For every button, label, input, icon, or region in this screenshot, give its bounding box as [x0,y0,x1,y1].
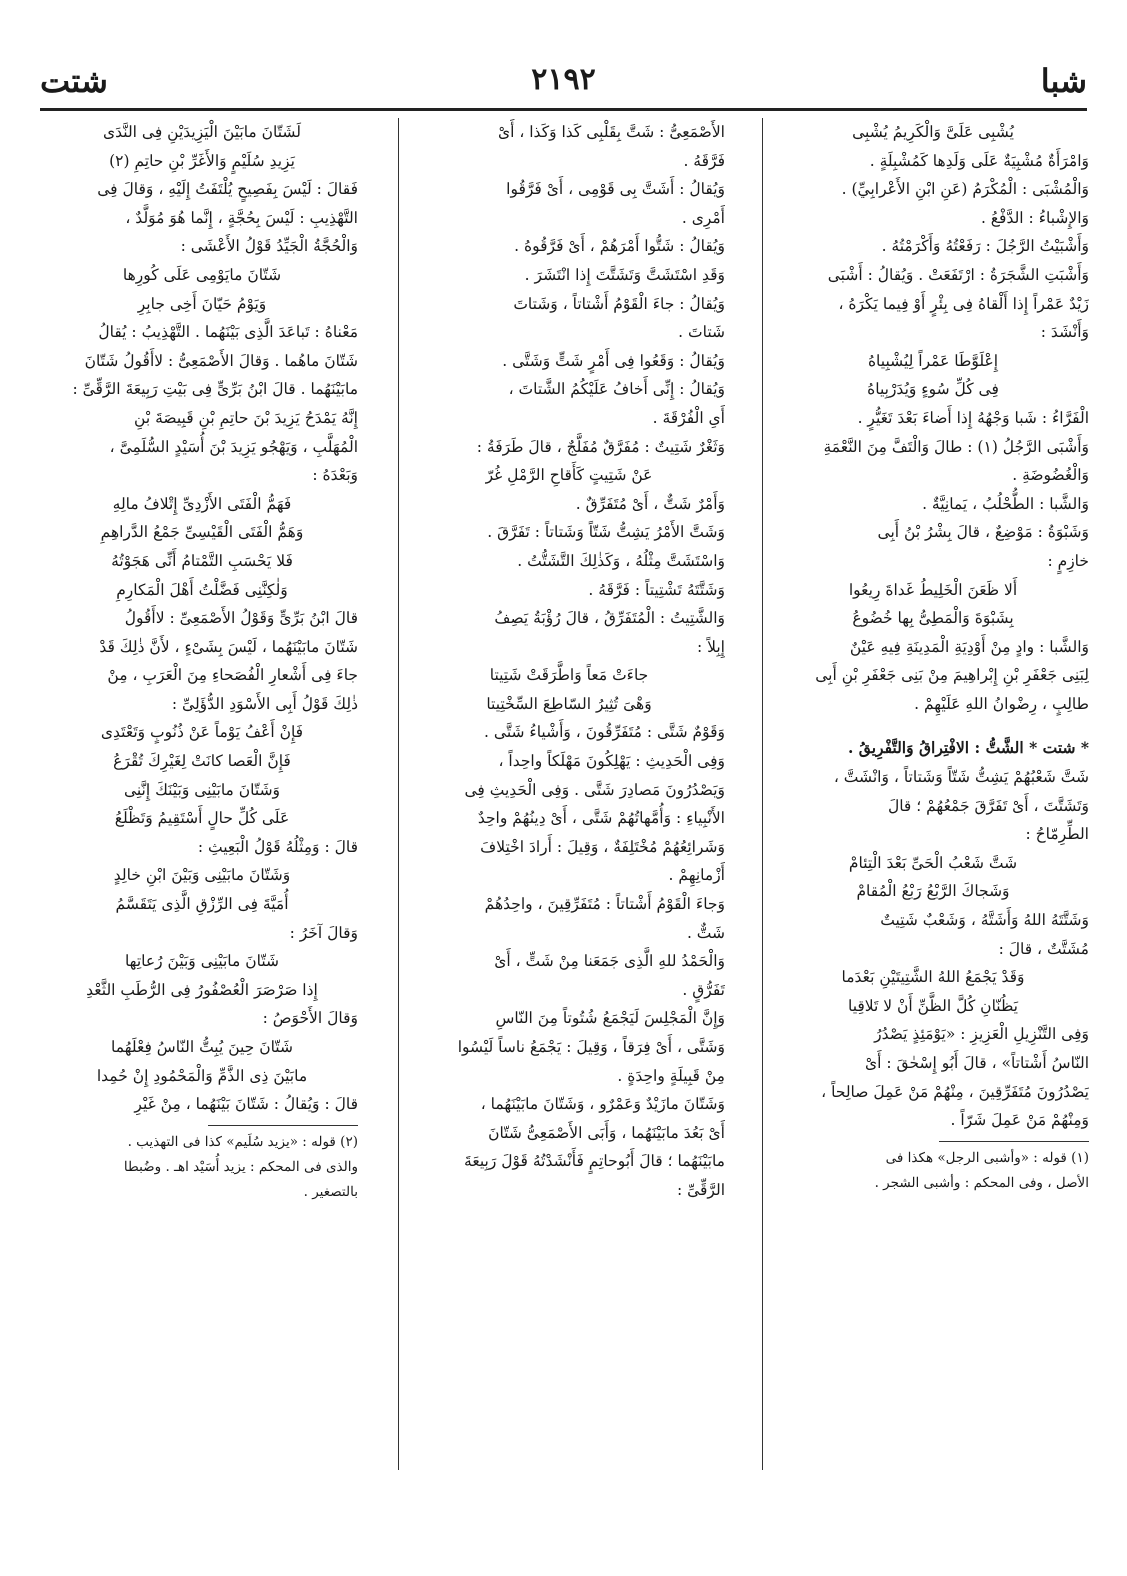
footnote-line: بالتصغير . [303,1183,358,1200]
text-line: إِنَّهُ يَمْدَحُ يَزِيدَ بْنَ حاتِمِ بْنِ قَبِيصَةَ بْنِ [134,408,358,427]
column-left [46,118,358,1205]
column-right [777,118,1089,1196]
text-line: أَزْمانِهِمْ . [668,866,725,885]
verse-line: شَتّانَ مابَيْنِى وَبَيْنَ رُعاتِها [124,952,280,971]
verse-line: فِى كُلِّ سُوءٍ وَيُدَرْبِياهُ [867,380,999,399]
text-line: زَيْدٌ عَمْراً إِذا أَلْقاهُ فِى بِئْرٍ أَوْ فِيما يَكْرَهُ ، [838,294,1089,313]
text-line: وَقَدِ اسْتَشَتَّ وَتَشَتَّتَ إِذا انْتَشَرَ . [524,265,725,284]
text-line: وَشَتّانَ مازَيْدٌ وَعَمْرٌو ، وَشَتّانَ مابَيْنَهُما ، [480,1095,725,1114]
text-line: قالَ : وَمِثْلُهُ قَوْلُ الْبَعِيثِ : [197,837,358,856]
text-line: طالِبٍ ، رِضْوانُ اللهِ عَلَيْهِمْ . [914,694,1089,713]
verse-line: إِعْلَوَّطَا عَمْراً لِيُشْبِياهُ [867,351,999,370]
text-line: أَىِ الْفُرْقَةَ . [652,408,725,427]
text-line: وَأَشْبَتِ الشَّجَرَةُ : ارْتَفَعَتْ . وَيُقالُ : أَشْبَى [827,265,1089,284]
header-root-right: شبا [1040,62,1087,100]
text-line: شَتٌّ . [686,923,725,942]
text-line: وَيُقالُ : إِنِّى أَخافُ عَلَيْكُمُ الشَّتاتَ ، [508,380,725,399]
text-line: وَأَنْشَدَ : [1040,323,1089,342]
verse-line: يَظُنّانِ كُلَّ الظَّنِّ أَنْ لا تَلاقِيا [847,996,1018,1015]
verse-line: وَلٰكِنَّنِى فَضَّلْتُ أَهْلَ الْمَكارِمِ [116,580,288,599]
text-line: وَشَتَّى ، أَىْ فِرَقاً ، وَقِيلَ : يَجْمَعُ ناساً لَيْسُوا [457,1038,725,1056]
text-line: فَقالَ : لَيْسَ بِفَصِيحٍ يُلْتَفَتُ إِلَيْهِ ، وَقالَ فِى [97,180,358,199]
text-line: وَإِنَّ الْمَجْلِسَ لَيَجْمَعُ شُتُوتاً مِنَ النّاسِ [495,1009,725,1028]
footnote-line: الأصل ، وفى المحكم : وأشبى الشجر . [874,1174,1089,1191]
text-line: وَبَعْدَهُ : [312,466,358,485]
verse-line: أُمَيَّةَ فِى الرِّزْقِ الَّذِى يَتَقَسَّمُ [115,895,289,914]
text-line: وَأَشْبَى الرَّجُلُ (١) : طالَ وَالْتَفَّ مِنَ النَّعْمَةِ [823,437,1089,456]
text-line: وَالشَّبا : الطُّحْلُبُ ، يَمانِيَّةٌ . [922,494,1089,513]
text-line: وَفِى التَّنْزِيلِ الْعَزِيزِ : «يَوْمَئِذٍ يَصْدُرُ [874,1025,1089,1044]
verse-line: أَلا ظَعَنَ الْخَلِيطُ غَداةَ رِيعُوا [848,580,1018,599]
verse-line: مابَيْنَ ذِى الذَّمِّ وَالْمَحْمُودِ إِنْ حُمِدا [96,1066,308,1085]
text-line: لِبَنِى جَعْفَرِ بْنِ إِبْراهِيمَ مِنْ بَنِى جَعْفَرِ بْنِ أَبِى [815,666,1089,685]
text-line: وَقالَ الأَحْوَصُ : [262,1009,358,1028]
text-line: يَصْدُرُونَ مُتَفَرِّقِينَ ، مِنْهُمْ مَنْ عَمِلَ صالِحاً ، [821,1082,1089,1101]
verse-line: وَهَمُّ الْفَتَى الْقَيْسِىِّ جَمْعُ الدَّراهِمِ [100,523,304,542]
text-line: قالَ : وَيُقالُ : شَتّانَ بَيْنَهُما ، مِنْ غَيْرِ [134,1095,358,1114]
text-line: مابَيْنَهُما . قالَ ابْنُ بَرِّىٍّ فِى بَيْتِ رَبِيعَةَ الرَّقِّىِّ : [72,380,358,399]
text-line: مَعْناهُ : تَباعَدَ الَّذِى بَيْنَهُما . التَّهْذِيبُ : يُقالُ [98,323,358,342]
text-line: وَمِنْهُمْ مَنْ عَمِلَ شَرّاً . [950,1111,1089,1130]
text-line: شَتاتَ . [678,323,725,342]
verse-line: وَشَتّانَ مابَيْنِى وَبَيْنَ ابْنِ خالِدٍ [113,866,291,885]
text-line: شَتّانَ ماهُما . وَقالَ الأَصْمَعِىُّ : لاأَقُولُ شَتّانَ [84,351,358,370]
text-line: وَالشَّبا : وادٍ مِنْ أَوْدِيَةِ الْمَدِينَةِ فِيهِ عَيْنٌ [849,637,1089,656]
footnote-line: (٢) قوله : «يزيد سُلَيم» كذا فى التهذيب . [127,1133,358,1150]
text-line: وَشَبْوَةُ : مَوْضِعٌ ، قالَ بِشْرُ بْنُ أَبِى [877,523,1089,542]
footnote-line: (١) قوله : «وأشبى الرجل» هكذا فى [885,1149,1089,1166]
text-line: جاءَ فِى أَشْعارِ الْفُصَحاءِ مِنَ الْعَرَبِ ، مِنْ [107,666,358,685]
verse-line: يَزِيدِ سُلَيْمٍ وَالأَغَرِّ بْنِ حاتِمِ (٢) [109,151,295,170]
text-line: إِبِلاً : [696,637,725,656]
column-middle [413,118,725,1205]
verse-line: جاءَتْ مَعاً وَاطَّرَقَتْ شَتِيتا [489,666,649,685]
text-line: وَالْحُجَّةُ الْجَيِّدُ قَوْلُ الأَعْشَى : [180,237,358,256]
text-line: وَأَمْرٌ شَتٌّ ، أَىْ مُتَفَرِّقٌ . [575,494,725,513]
text-line: وَثَغْرٌ شَتِيتٌ : مُفَرَّقٌ مُفَلَّجٌ ، قالَ طَرَفَةُ : [476,437,725,456]
verse-line: فَإِنْ أَعْفُ يَوْماً عَنْ ذُنُوبٍ وَتَعْتَدِى [100,723,304,742]
text-line: وَامْرَأَةٌ مُشْبِيَةٌ عَلَى وَلَدِها كَمُشْبِلَةٍ . [869,151,1089,170]
footnote-rule [939,1141,1089,1142]
verse-line: وَقَدْ يَجْمَعُ اللهُ الشَّتِيتَيْنِ بَعْدَما [841,968,1025,987]
text-line: فَرَّقَهُ . [683,151,725,170]
text-line: التَّهْذِيبِ : لَيْسَ بِحُجَّةٍ ، إِنَّما هُوَ مُوَلَّدٌ ، [125,208,358,227]
text-line: وَقَوْمٌ شَتَّى : مُتَفَرِّقُونَ ، وَأَشْياءُ شَتَّى . [484,723,725,742]
entry-heading: * شتت * الشَّتُّ : الافْتِراقُ وَالتَّفْرِيقُ . [847,738,1089,758]
verse-line: شَتّانَ مايَوْمِى عَلَى كُورِها [122,265,282,284]
text-line: وَتَشَتَّتَ ، أَىْ تَفَرَّقَ جَمْعُهُمْ ؛ قالَ [887,796,1089,815]
text-line: ذٰلِكَ قَوْلُ أَبِى الأَسْوَدِ الدُّؤَلِىِّ : [171,694,358,713]
text-line: وَالإِشْباءُ : الدَّفْعُ . [980,208,1089,227]
verse-line: فَهَمُّ الْفَتَى الأَزْدِىِّ إِتْلافُ مالِهِ [112,494,292,513]
verse-line: لَشَتّانَ مابَيْنَ الْيَزِيدَيْنِ فِى النَّدَى [103,123,301,141]
verse-line: عَنْ شَتِيتٍ كَأَقاحِ الرَّمْلِ غُرّ [485,466,653,485]
text-line: وَالْحَمْدُ للهِ الَّذِى جَمَعَنا مِنْ شَتٍّ ، أَىْ [494,952,725,971]
text-line: مابَيْنَهُما ؛ قالَ أَبُوحاتِمٍ فَأَنْشَدْتُهُ قَوْلَ رَبِيعَةَ [464,1152,725,1171]
text-line: وَجاءَ الْقَوْمُ أَشْتاتاً : مُتَفَرِّقِينَ ، واحِدُهُمْ [484,895,725,914]
text-line: وَالْغُضُوضَةِ . [1012,466,1089,485]
text-line: الرَّقِّىِّ : [676,1180,725,1199]
text-line: الأَصْمَعِىُّ : شَتَّ بِقَلْبِى كَذا وَكَذا ، أَىْ [497,123,725,141]
text-line: وَاسْتَشَتَّ مِثْلُهُ ، وَكَذٰلِكَ التَّشَتُّتُ . [517,551,725,570]
text-line: أَىْ بَعُدَ مابَيْنَهُما ، وَأَبَى الأَصْمَعِىُّ شَتّانَ [488,1123,725,1142]
text-line: الطِّرِمّاحُ : [1025,825,1089,844]
page-number: ٢١٩٢ [531,62,596,97]
text-line: وَيُقالُ : أَشَتَّ بِى قَوْمِى ، أَىْ فَرَّقُوا [506,180,725,199]
text-line: وَشَتَّ الأَمْرُ يَشِتُّ شَتّاً وَشَتاتاً : تَفَرَّقَ . [487,523,725,542]
text-line: الْمُهَلَّبِ ، وَيَهْجُو يَزِيدَ بْنَ أُسَيْدٍ السُّلَمِىَّ ، [109,437,358,456]
text-line: وَشَتَّتَهُ اللهُ وَأَشَتَّهُ ، وَشَعْبٌ شَتِيتٌ [880,911,1089,930]
text-line: النّاسُ أَشْتاتاً» ، قالَ أَبُو إِسْحٰقَ : أَىْ [865,1054,1089,1072]
text-line: الْفَرَّاءُ : شَبا وَجْهُهُ إِذا أَضاءَ بَعْدَ تَغَيُّرٍ . [857,408,1089,427]
text-line: الأَنْبِياءِ : وَأُمَّهاتُهُمْ شَتَّى ، أَىْ دِينُهُمْ واحِدٌ [477,809,725,828]
text-line: وَشَتَّتَهُ تَشْتِيتاً : فَرَّقَهُ . [588,580,725,599]
verse-line: يُشْبِى عَلَىَّ وَالْكَرِيمُ يُشْبِى [852,123,1014,141]
text-line: شَتّانَ مابَيْنَهُما ، لَيْسَ بِشَىْءٍ ، لأَنَّ ذٰلِكَ قَدْ [99,637,358,656]
verse-line: وَهْىَ تُثِيرُ السّاطِعَ السِّخْتِيتا [486,694,652,713]
text-line: وَقالَ آخَرُ : [289,923,358,942]
header-root-left: شتت [40,62,108,100]
text-line: مُشَتَّتٌ ، قالَ : [998,939,1089,958]
verse-line: عَلَى كُلِّ حالٍ أَسْتَقِيمُ وَتَظْلَعُ [114,809,290,828]
text-line: خازِمٍ : [1047,551,1089,570]
verse-line: فَلا يَحْسَبِ التَّمْتامُ أَنِّى هَجَوْتُهُ [111,551,293,570]
verse-line: وَشَجاكَ الرَّبْعُ رَبْعُ الْمُقامْ [856,882,1010,901]
text-line: وَأَشْبَيْتُ الرَّجُلَ : رَفَعْتُهُ وَأَكْرَمْتُهُ . [881,237,1089,256]
page-header [40,62,1087,106]
text-line: وَيُقالُ : وَقَعُوا فِى أَمْرٍ شَتٍّ وَشَتَّى . [502,351,725,370]
text-line: قالَ ابْنُ بَرِّىٍّ وَقَوْلُ الأَصْمَعِىِّ : لاأَقُولُ [124,609,358,628]
text-line: وَشَرائِعُهُمْ مُخْتَلِفَةٌ ، وَقِيلَ : أَرادَ اخْتِلافَ [480,837,725,856]
footnote-line: والذى فى المحكم : يزيد أُسَيْد اهـ . وضُبطا [123,1158,358,1175]
header-rule [40,108,1087,111]
text-line: وَفِى الْحَدِيثِ : يَهْلِكُونَ مَهْلَكاً واحِداً ، [498,752,725,771]
text-line: وَيُقالُ : شَتُّوا أَمْرَهُمْ ، أَىْ فَرَّقُوهُ . [514,237,725,256]
verse-line: وَشَتّانَ مابَيْنِى وَبَيْنَكَ إِنَّنِى [123,780,281,799]
verse-line: شَتَّ شَعْبُ الْحَىِّ بَعْدَ الْتِئامْ [848,853,1018,872]
text-line: مِنْ قَبِيلَةٍ واحِدَةٍ . [617,1066,725,1085]
text-line: وَالْمُشْبَى : الْمُكْرَمُ (عَنِ ابْنِ الأَعْرابِيِّ) . [841,180,1089,199]
verse-line: بِشَبْوَةَ وَالْمَطِىُّ بِها خُضُوعُ [852,609,1014,628]
text-line: وَيُقالُ : جاءَ الْقَوْمُ أَشْتاتاً ، وَشَتاتَ [513,294,725,313]
column-divider [398,118,399,1470]
footnote-rule [208,1125,358,1126]
text-line: وَيَصْدُرُونَ مَصادِرَ شَتَّى . وَفِى الْحَدِيثِ فِى [464,780,725,799]
column-divider [762,118,763,1470]
verse-line: فَإِنَّ الْعَصا كانَتْ لِغَيْرِكَ تُقْرَعُ [113,752,291,771]
verse-line: وَيَوْمُ حَيّانَ أَخِى جابِرِ [137,294,267,313]
entry-spacer [777,718,1089,734]
text-line: تَفَرُّقٍ . [682,980,725,999]
verse-line: إِذا صَرْصَرَ الْعُصْفُورُ فِى الرُّطَبِ الثَّعْدِ [86,980,318,999]
text-line: وَالشَّتِيتُ : الْمُتَفَرِّقُ ، قالَ رُؤْبَةُ يَصِفُ [494,609,725,628]
text-line: أَمْرِى . [681,208,725,227]
text-line: شَتَّ شَعْبُهُمْ يَشِتُّ شَتّاً وَشَتاتاً ، وَانْشَتَّ ، [833,768,1089,787]
verse-line: شَتّانَ حِينَ يُبِتُّ النّاسُ فِعْلَهُما [111,1038,293,1056]
